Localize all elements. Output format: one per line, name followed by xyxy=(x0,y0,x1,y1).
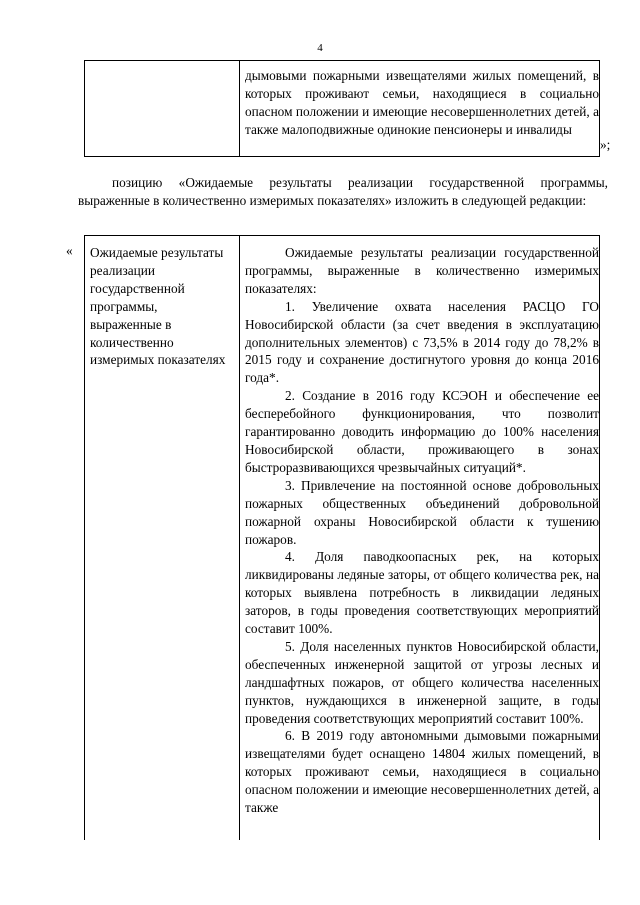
continuation-right-cell xyxy=(245,67,599,139)
page-number: 4 xyxy=(317,42,323,54)
results-item-5: 5. Доля населенных пунктов Новосибирской области, обеспеченных инженерной защитой от угрозы лесных и ландшафтных пожаров, от общего количества населенных пунктов, нуждающихся в инженерной защите, в годы проведения соответствующих мероприятий составит 100%. xyxy=(245,638,599,726)
results-left-cell xyxy=(85,236,240,840)
results-item-6: 6. В 2019 году автономными дымовыми пожарными извещателями будет оснащено 14804 жилых помещений, в которых проживают семьи, находящиеся в социально опасном положении и имеющие несовершеннолетних детей, а также xyxy=(245,728,599,816)
closing-quote: »; xyxy=(600,137,611,152)
results-item-3: 3. Привлечение на постоянной основе добровольных пожарных общественных объединений добровольной пожарной охраны Новосибирской области к тушению пожаров. xyxy=(245,477,599,547)
results-item-1: 1. Увеличение охвата населения РАСЦО ГО Новосибирской области (за счет введения в эксплуатацию дополнительных элементов) с 73,5% в 2014 году до 78,2% в 2015 году и сохранение достигнутого уровня до конца 2016 года*. xyxy=(245,298,599,386)
results-item-4: 4. Доля паводкоопасных рек, на которых ликвидированы ледяные заторы, от общего количества рек, на которых выявлена потребность в ликвидации ледяных заторов, в годы проведения соответствующих мероприятий составит 100%. xyxy=(245,549,599,637)
results-intro: Ожидаемые результаты реализации государственной программы, выраженные в количественно измеримых показателях: xyxy=(245,245,599,296)
continuation-text: дымовыми пожарными извещателями жилых помещений, в которых проживают семьи, находящиеся в социально опасном положении и имеющие несовершеннолетних детей, а также малоподвижные одинокие пенсионеры и инвалиды xyxy=(245,68,599,137)
opening-quote: « xyxy=(66,243,73,258)
continuation-table xyxy=(84,60,600,157)
results-item-2: 2. Создание в 2016 году КСЭОН и обеспечение ее бесперебойного функционирования, что позволит гарантированно доводить информацию до 100% населения Новосибирской области, проживающего в зонах быстроразвивающихся чрезвычайных ситуаций*. xyxy=(245,388,599,475)
continuation-left-cell xyxy=(85,61,240,156)
results-left-label: Ожидаемые результаты реализации государственной программы, выраженные в количественно измеримых показателях xyxy=(90,245,226,368)
results-table xyxy=(84,235,600,840)
results-right-cell xyxy=(245,244,599,817)
position-paragraph: позицию «Ожидаемые результаты реализации государственной программы, выраженные в количественно измеримых показателях» изложить в следующей редакции: xyxy=(78,175,608,208)
